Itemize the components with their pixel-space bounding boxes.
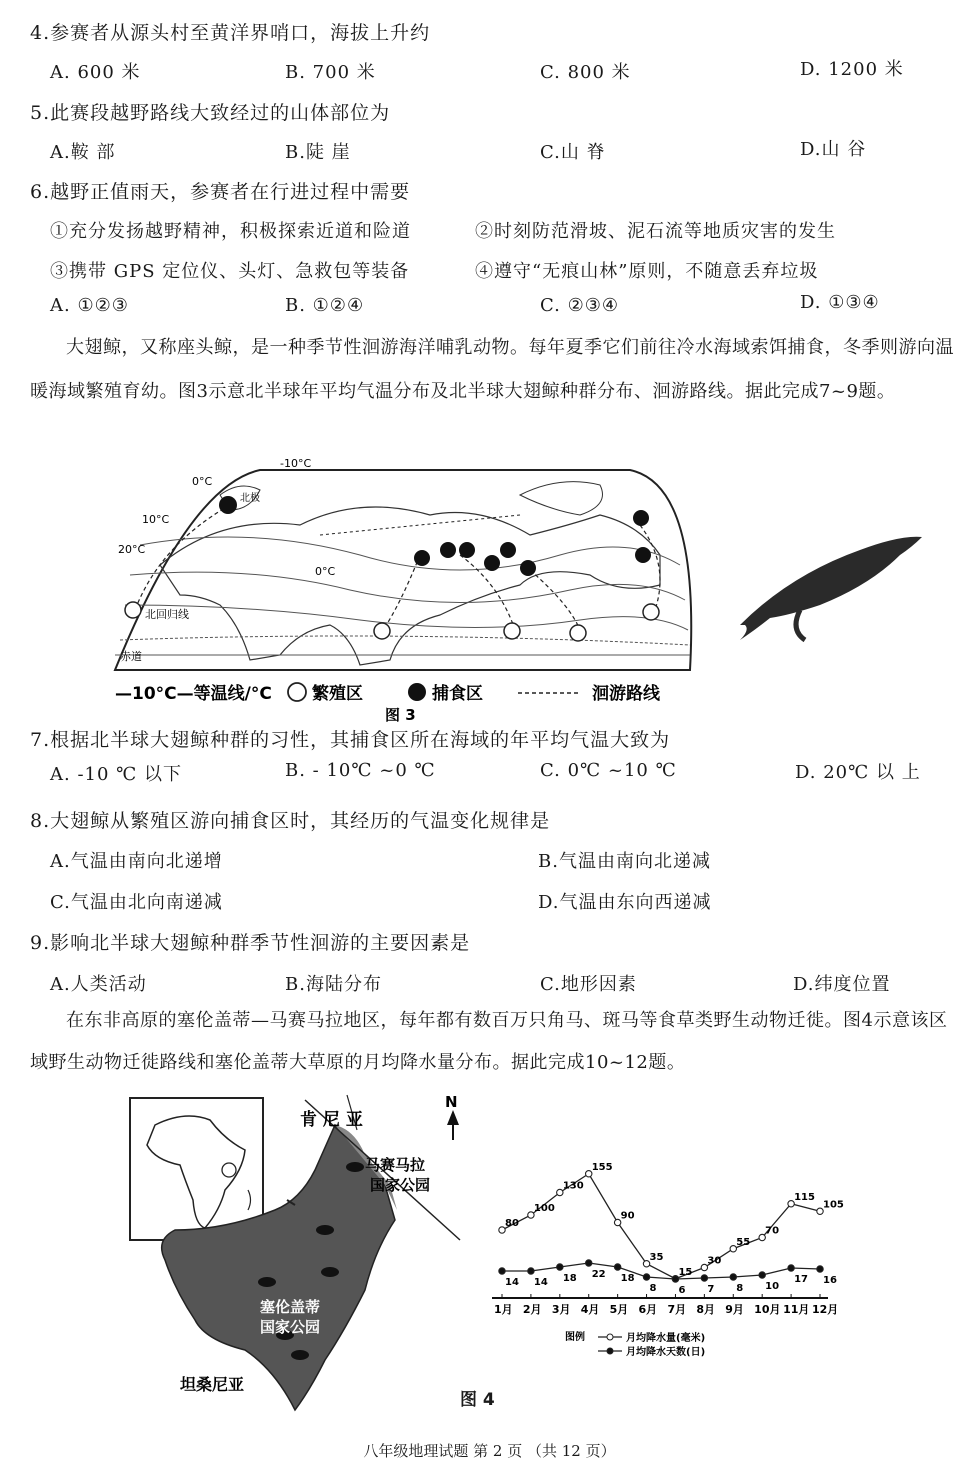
label-0a: 0°C: [192, 475, 213, 488]
days-value-label: 18: [620, 1273, 635, 1284]
legend-breeding: 繁殖区: [312, 684, 363, 704]
figure-4-chart: [480, 1160, 844, 1370]
legend-isotherm: —10°C—等温线/°C: [115, 684, 272, 704]
map-kenya-label: 肯 尼 亚: [300, 1110, 363, 1130]
q4-stem: 4.参赛者从源头村至黄洋界哨口，海拔上升约: [30, 22, 431, 44]
days-value-label: 14: [533, 1277, 548, 1288]
days-value-label: 10: [765, 1281, 780, 1292]
q8-option-d[interactable]: D.气温由东向西递减: [538, 892, 712, 913]
q6-item-1: ①充分发扬越野精神，积极探索近道和险道: [50, 221, 411, 242]
q5-option-c[interactable]: C.山 脊: [540, 142, 606, 163]
q4-option-a[interactable]: A. 600 米: [50, 62, 141, 83]
map-serengeti-label-2: 国家公园: [260, 1318, 321, 1336]
legend-days-label: 月均降水天数(日): [626, 1347, 706, 1358]
x-tick-label: 2月: [522, 1303, 542, 1316]
label-equator: 赤道: [120, 650, 142, 663]
days-value-label: 22: [591, 1269, 606, 1280]
figure-4-map: [125, 1090, 470, 1430]
days-value-label: 14: [505, 1277, 519, 1288]
q9-option-a[interactable]: A.人类活动: [50, 974, 147, 995]
rain-value-label: 70: [765, 1225, 780, 1237]
days-value-label: 6: [678, 1285, 686, 1296]
legend-route: 洄游路线: [592, 684, 660, 704]
rain-value-label: 90: [620, 1210, 635, 1222]
label-tropic: 北回归线: [145, 608, 189, 621]
q9-stem: 9.影响北半球大翅鲸种群季节性洄游的主要因素是: [30, 932, 471, 954]
q8-option-c[interactable]: C.气温由北向南递减: [50, 892, 223, 913]
q8-option-a[interactable]: A.气温由南向北递增: [50, 851, 223, 872]
rain-value-label: 130: [562, 1180, 584, 1192]
days-point: [643, 1274, 649, 1280]
legend-rain-label: 月均降水量(毫米): [626, 1333, 706, 1344]
q6-item-3: ③携带 GPS 定位仪、头灯、急救包等装备: [50, 261, 410, 282]
q6-item-2: ②时刻防范滑坡、泥石流等地质灾害的发生: [475, 221, 836, 242]
q7-option-b[interactable]: B. - 10℃ ~0 ℃: [285, 760, 436, 781]
rain-value-label: 105: [823, 1199, 844, 1211]
figure-3-caption: 图 3: [385, 706, 416, 724]
label-20: 20°C: [118, 543, 146, 556]
rain-value-label: 155: [591, 1161, 613, 1173]
days-value-label: 8: [736, 1283, 744, 1294]
days-point: [788, 1265, 794, 1271]
legend-feeding-icon: [408, 683, 426, 701]
map-tanzania-label: 坦桑尼亚: [180, 1375, 245, 1394]
q6-option-a[interactable]: A. ①②③: [50, 295, 129, 316]
figure-4-caption: 图 4: [460, 1390, 495, 1410]
q6-option-c[interactable]: C. ②③④: [540, 295, 619, 316]
q6-option-b[interactable]: B. ①②④: [285, 295, 365, 316]
rain-value-label: 80: [505, 1218, 519, 1229]
days-point: [672, 1276, 678, 1282]
q5-option-d[interactable]: D.山 谷: [800, 139, 867, 160]
days-value-label: 17: [794, 1274, 809, 1285]
q6-stem: 6.越野正值雨天，参赛者在行进过程中需要: [30, 181, 411, 203]
days-value-label: 7: [707, 1284, 715, 1295]
q8-option-b[interactable]: B.气温由南向北递减: [538, 851, 711, 872]
q5-option-a[interactable]: A.鞍 部: [50, 142, 116, 163]
q9-option-d[interactable]: D.纬度位置: [793, 974, 891, 995]
q6-option-d[interactable]: D. ①③④: [800, 292, 880, 313]
x-tick-label: 10月: [754, 1303, 781, 1316]
days-point: [759, 1272, 765, 1278]
days-point: [499, 1268, 505, 1274]
legend-feeding: 捕食区: [432, 684, 483, 704]
days-point: [701, 1275, 707, 1281]
map-outline: [115, 470, 691, 670]
rain-value-label: 100: [533, 1203, 555, 1214]
x-tick-label: 6月: [638, 1303, 658, 1316]
days-value-label: 18: [562, 1273, 577, 1284]
q4-option-c[interactable]: C. 800 米: [540, 62, 631, 83]
map-masai-mara-label: 马赛马拉: [365, 1156, 426, 1174]
legend-breeding-icon: [288, 683, 306, 701]
days-point: [730, 1274, 736, 1280]
q9-option-c[interactable]: C.地形因素: [540, 974, 637, 995]
days-point: [586, 1260, 592, 1266]
x-tick-label: 7月: [667, 1303, 687, 1316]
q7-option-c[interactable]: C. 0℃ ~10 ℃: [540, 760, 677, 781]
rain-value-label: 35: [649, 1251, 664, 1263]
q7-option-a[interactable]: A. -10 ℃ 以下: [50, 764, 183, 785]
x-tick-label: 1月: [494, 1303, 513, 1316]
rain-value-label: 55: [736, 1236, 751, 1248]
page-footer: 八年级地理试题 第 2 页 （共 12 页）: [363, 1442, 616, 1460]
days-point: [817, 1266, 823, 1272]
label-neg10: -10°C: [280, 457, 312, 470]
x-tick-label: 12月: [812, 1303, 839, 1316]
q4-option-d[interactable]: D. 1200 米: [800, 59, 904, 80]
q7-stem: 7.根据北半球大翅鲸种群的习性，其捕食区所在海域的年平均气温大致为: [30, 729, 671, 751]
days-point: [528, 1268, 534, 1274]
q4-option-b[interactable]: B. 700 米: [285, 62, 376, 83]
passage-migration: 在东非高原的塞伦盖蒂—马赛马拉地区，每年都有数百万只角马、斑马等食草类野生动物迁徙。图4示意该区域野生动物迁徙路线和塞伦盖蒂大草原的月均降水量分布。据此完成10~12题。: [30, 1010, 948, 1073]
figure-3: [100, 455, 940, 725]
days-value-label: 8: [649, 1283, 657, 1294]
legend-days-marker: [607, 1348, 613, 1354]
legend-rain-marker: [607, 1334, 613, 1340]
whale-illustration: [740, 537, 922, 640]
days-value-label: 16: [823, 1275, 837, 1286]
q5-stem: 5.此赛段越野路线大致经过的山体部位为: [30, 102, 391, 124]
q9-option-b[interactable]: B.海陆分布: [285, 974, 382, 995]
x-tick-label: 8月: [696, 1303, 716, 1316]
x-tick-label: 3月: [551, 1303, 571, 1316]
label-north-pole: 北极: [240, 493, 260, 504]
x-tick-label: 9月: [725, 1303, 744, 1316]
chart-legend-title: 图例: [565, 1332, 585, 1343]
q6-item-4: ④遵守“无痕山林”原则，不随意丢弃垃圾: [475, 261, 819, 282]
label-10: 10°C: [142, 513, 170, 526]
rain-value-label: 15: [678, 1266, 693, 1278]
q8-stem: 8.大翅鲸从繁殖区游向捕食区时，其经历的气温变化规律是: [30, 810, 551, 832]
passage-whale: 大翅鲸，又称座头鲸，是一种季节性洄游海洋哺乳动物。每年夏季它们前往冷水海域索饵捕食，冬季则游向温暖海域繁殖育幼。图3示意北半球年平均气温分布及北半球大翅鲸种群分布、洄游路线。据此完成7~9题。: [30, 337, 954, 402]
x-tick-label: 4月: [580, 1303, 600, 1316]
x-tick-label: 11月: [783, 1303, 810, 1316]
days-point: [614, 1264, 620, 1270]
q7-option-d[interactable]: D. 20℃ 以 上: [795, 762, 921, 783]
north-arrow-icon: [447, 1110, 459, 1125]
map-north-label: N: [445, 1093, 458, 1111]
rain-value-label: 30: [707, 1255, 722, 1267]
map-masai-mara-label-2: 国家公园: [370, 1176, 431, 1194]
label-0b: 0°C: [315, 565, 336, 578]
q5-option-b[interactable]: B.陡 崖: [285, 142, 351, 163]
days-point: [557, 1264, 563, 1270]
map-serengeti-label: 塞伦盖蒂: [260, 1298, 321, 1316]
rain-value-label: 115: [794, 1191, 815, 1203]
x-tick-label: 5月: [609, 1303, 629, 1316]
